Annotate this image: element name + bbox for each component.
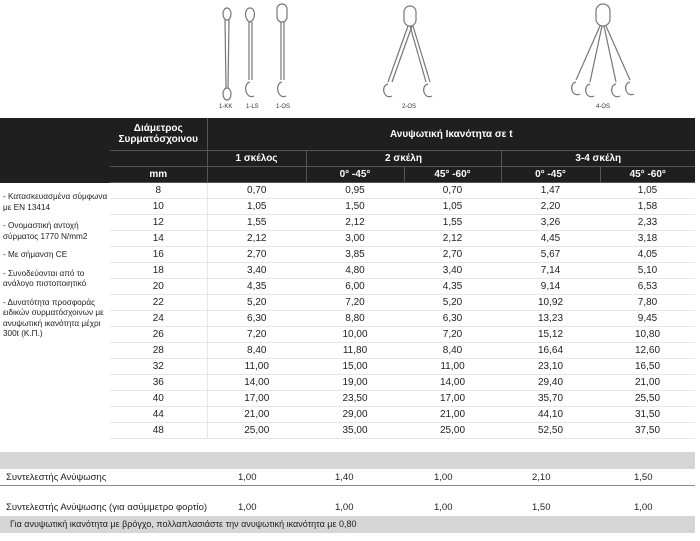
diameter-cell: 10 (110, 199, 207, 215)
capacity-cell: 25,00 (404, 423, 501, 439)
capacity-cell: 29,00 (306, 407, 404, 423)
capacity-cell: 4,80 (306, 263, 404, 279)
unit-header: mm (110, 167, 207, 183)
capacity-cell: 8,40 (404, 343, 501, 359)
factor-value: 1,50 (532, 502, 551, 513)
table-row (110, 359, 695, 375)
capacity-cell: 0,95 (306, 183, 404, 199)
capacity-cell: 9,14 (501, 279, 600, 295)
capacity-cell: 15,12 (501, 327, 600, 343)
capacity-cell: 3,18 (600, 231, 695, 247)
capacity-cell: 21,00 (207, 407, 306, 423)
factor-value: 1,00 (634, 502, 653, 513)
capacity-cell: 6,30 (207, 311, 306, 327)
capacity-cell: 5,67 (501, 247, 600, 263)
capacity-cell: 25,50 (600, 391, 695, 407)
notes-list (3, 192, 111, 348)
leg-group-3-4: 3-4 σκέλη (501, 151, 695, 167)
sling-1-kk-icon (223, 8, 231, 100)
diameter-cell: 16 (110, 247, 207, 263)
capacity-cell: 12,60 (600, 343, 695, 359)
capacity-cell: 2,12 (207, 231, 306, 247)
capacity-cell: 5,20 (404, 295, 501, 311)
table-row (110, 263, 695, 279)
capacity-cell: 1,47 (501, 183, 600, 199)
table-row (110, 279, 695, 295)
capacity-cell: 0,70 (404, 183, 501, 199)
capacity-cell: 3,85 (306, 247, 404, 263)
capacity-cell: 23,50 (306, 391, 404, 407)
sling-2-os-icon (384, 6, 432, 97)
factor-value: 1,00 (335, 502, 354, 513)
capacity-cell: 16,64 (501, 343, 600, 359)
capacity-cell: 52,50 (501, 423, 600, 439)
factor-value: 1,00 (238, 472, 257, 483)
note-item: - Συνοδεύονται από το ανάλογο πιστοποιητικό (3, 268, 87, 288)
capacity-cell: 17,00 (207, 391, 306, 407)
capacity-cell: 2,12 (404, 231, 501, 247)
separator-band (0, 452, 695, 469)
capacity-cell: 8,80 (306, 311, 404, 327)
sling-1-os-icon (277, 4, 287, 97)
caption-1-ls: 1-LS (246, 104, 259, 110)
diameter-cell: 12 (110, 215, 207, 231)
capacity-cell: 1,05 (404, 199, 501, 215)
footnote-band (0, 516, 695, 533)
note-item: - Με σήμανση CE (3, 250, 68, 259)
capacity-cell: 1,55 (404, 215, 501, 231)
capacity-cell: 5,20 (207, 295, 306, 311)
table-row (110, 327, 695, 343)
capacity-cell: 29,40 (501, 375, 600, 391)
capacity-cell: 44,10 (501, 407, 600, 423)
angle-header: 45° -60° (600, 167, 695, 183)
capacity-cell: 4,05 (600, 247, 695, 263)
capacity-cell: 14,00 (404, 375, 501, 391)
capacity-cell: 2,70 (207, 247, 306, 263)
capacity-cell: 1,55 (207, 215, 306, 231)
capacity-cell: 7,20 (306, 295, 404, 311)
factor-value: 1,00 (434, 472, 453, 483)
capacity-cell: 4,35 (404, 279, 501, 295)
diameter-cell: 26 (110, 327, 207, 343)
caption-2-os: 2-OS (402, 104, 417, 110)
capacity-cell: 10,80 (600, 327, 695, 343)
capacity-cell: 1,05 (207, 199, 306, 215)
capacity-cell: 11,80 (306, 343, 404, 359)
factor-value: 1,00 (238, 502, 257, 513)
diameter-header: Διάμετρος Συρματόσχοινου (110, 118, 207, 151)
factor-value: 1,00 (434, 502, 453, 513)
sling-1-ls-icon (246, 8, 255, 97)
capacity-cell: 37,50 (600, 423, 695, 439)
blank-header-cell (110, 151, 207, 167)
diameter-cell: 40 (110, 391, 207, 407)
table-row (110, 407, 695, 423)
capacity-cell: 3,00 (306, 231, 404, 247)
capacity-cell: 19,00 (306, 375, 404, 391)
factor-value: 2,10 (532, 472, 551, 483)
note-item: - Δυνατότητα προσφοράς ειδικών συρματόσχοινων με ανυψωτική ικανότητα μέχρι 300t (Κ.Π.) (3, 297, 104, 338)
table-row (110, 199, 695, 215)
note-item: - Ονομαστική αντοχή σύρματος 1770 N/mm2 (3, 221, 88, 241)
diameter-cell: 20 (110, 279, 207, 295)
divider (0, 485, 695, 486)
capacity-cell: 11,00 (207, 359, 306, 375)
capacity-cell: 1,05 (600, 183, 695, 199)
capacity-cell: 13,23 (501, 311, 600, 327)
header-band-left (0, 118, 110, 183)
factor-label: Συντελεστής Ανύψωσης (6, 472, 107, 483)
table-row (110, 343, 695, 359)
angle-header: 0° -45° (501, 167, 600, 183)
capacity-cell: 1,50 (306, 199, 404, 215)
diameter-cell: 22 (110, 295, 207, 311)
sling-4-os-icon (572, 4, 634, 97)
diameter-cell: 32 (110, 359, 207, 375)
table-row (110, 295, 695, 311)
capacity-cell: 8,40 (207, 343, 306, 359)
capacity-cell: 4,35 (207, 279, 306, 295)
capacity-cell: 16,50 (600, 359, 695, 375)
capacity-cell: 5,10 (600, 263, 695, 279)
capacity-cell: 15,00 (306, 359, 404, 375)
table-row (110, 183, 695, 199)
caption-1-kk: 1-KK (219, 104, 233, 110)
diameter-cell: 24 (110, 311, 207, 327)
capacity-cell: 10,00 (306, 327, 404, 343)
capacity-cell: 4,45 (501, 231, 600, 247)
capacity-cell: 7,14 (501, 263, 600, 279)
table-row (110, 423, 695, 439)
footnote: Για ανυψωτική ικανότητα με βρόγχο, πολλαπλασιάστε την ανυψωτική ικανότητα με 0,80 (10, 519, 357, 529)
capacity-cell: 6,53 (600, 279, 695, 295)
capacity-cell: 7,20 (404, 327, 501, 343)
angle-header: 0° -45° (306, 167, 404, 183)
capacity-cell: 11,00 (404, 359, 501, 375)
table-row (110, 375, 695, 391)
blank-angle-cell (207, 167, 306, 183)
capacity-cell: 23,10 (501, 359, 600, 375)
capacity-cell: 31,50 (600, 407, 695, 423)
diameter-cell: 28 (110, 343, 207, 359)
capacity-cell: 7,80 (600, 295, 695, 311)
table-row (110, 391, 695, 407)
diameter-cell: 36 (110, 375, 207, 391)
capacity-cell: 3,26 (501, 215, 600, 231)
table-row (110, 247, 695, 263)
capacity-cell: 9,45 (600, 311, 695, 327)
capacity-cell: 6,00 (306, 279, 404, 295)
table-body (110, 183, 695, 439)
capacity-table (110, 118, 695, 439)
capacity-cell: 21,00 (404, 407, 501, 423)
capacity-cell: 10,92 (501, 295, 600, 311)
capacity-cell: 2,70 (404, 247, 501, 263)
table-row (110, 215, 695, 231)
capacity-cell: 17,00 (404, 391, 501, 407)
capacity-cell: 2,33 (600, 215, 695, 231)
capacity-cell: 35,00 (306, 423, 404, 439)
leg-group-2: 2 σκέλη (306, 151, 501, 167)
capacity-cell: 6,30 (404, 311, 501, 327)
angle-header: 45° -60° (404, 167, 501, 183)
capacity-cell: 2,12 (306, 215, 404, 231)
sling-diagrams (0, 0, 700, 118)
diameter-cell: 14 (110, 231, 207, 247)
capacity-cell: 0,70 (207, 183, 306, 199)
capacity-cell: 21,00 (600, 375, 695, 391)
diameter-cell: 18 (110, 263, 207, 279)
capacity-cell: 3,40 (404, 263, 501, 279)
capacity-cell: 35,70 (501, 391, 600, 407)
note-item: - Κατασκευασμένα σύμφωνα με EN 13414 (3, 192, 108, 212)
table-row (110, 311, 695, 327)
factor-value: 1,50 (634, 472, 653, 483)
table-row (110, 231, 695, 247)
capacity-header: Ανυψωτική Ικανότητα σε t (207, 118, 695, 151)
diameter-cell: 48 (110, 423, 207, 439)
caption-4-os: 4-OS (596, 104, 611, 110)
leg-group-1: 1 σκέλος (207, 151, 306, 167)
capacity-cell: 2,20 (501, 199, 600, 215)
capacity-cell: 14,00 (207, 375, 306, 391)
capacity-cell: 7,20 (207, 327, 306, 343)
sling-illustrations (0, 0, 700, 118)
capacity-cell: 3,40 (207, 263, 306, 279)
diameter-cell: 8 (110, 183, 207, 199)
diameter-cell: 44 (110, 407, 207, 423)
factor-value: 1,40 (335, 472, 354, 483)
capacity-cell: 1,58 (600, 199, 695, 215)
capacity-cell: 25,00 (207, 423, 306, 439)
caption-1-os: 1-OS (276, 104, 291, 110)
factor-label: Συντελεστής Ανύψωσης (για ασύμμετρο φορτίο) (6, 502, 208, 513)
